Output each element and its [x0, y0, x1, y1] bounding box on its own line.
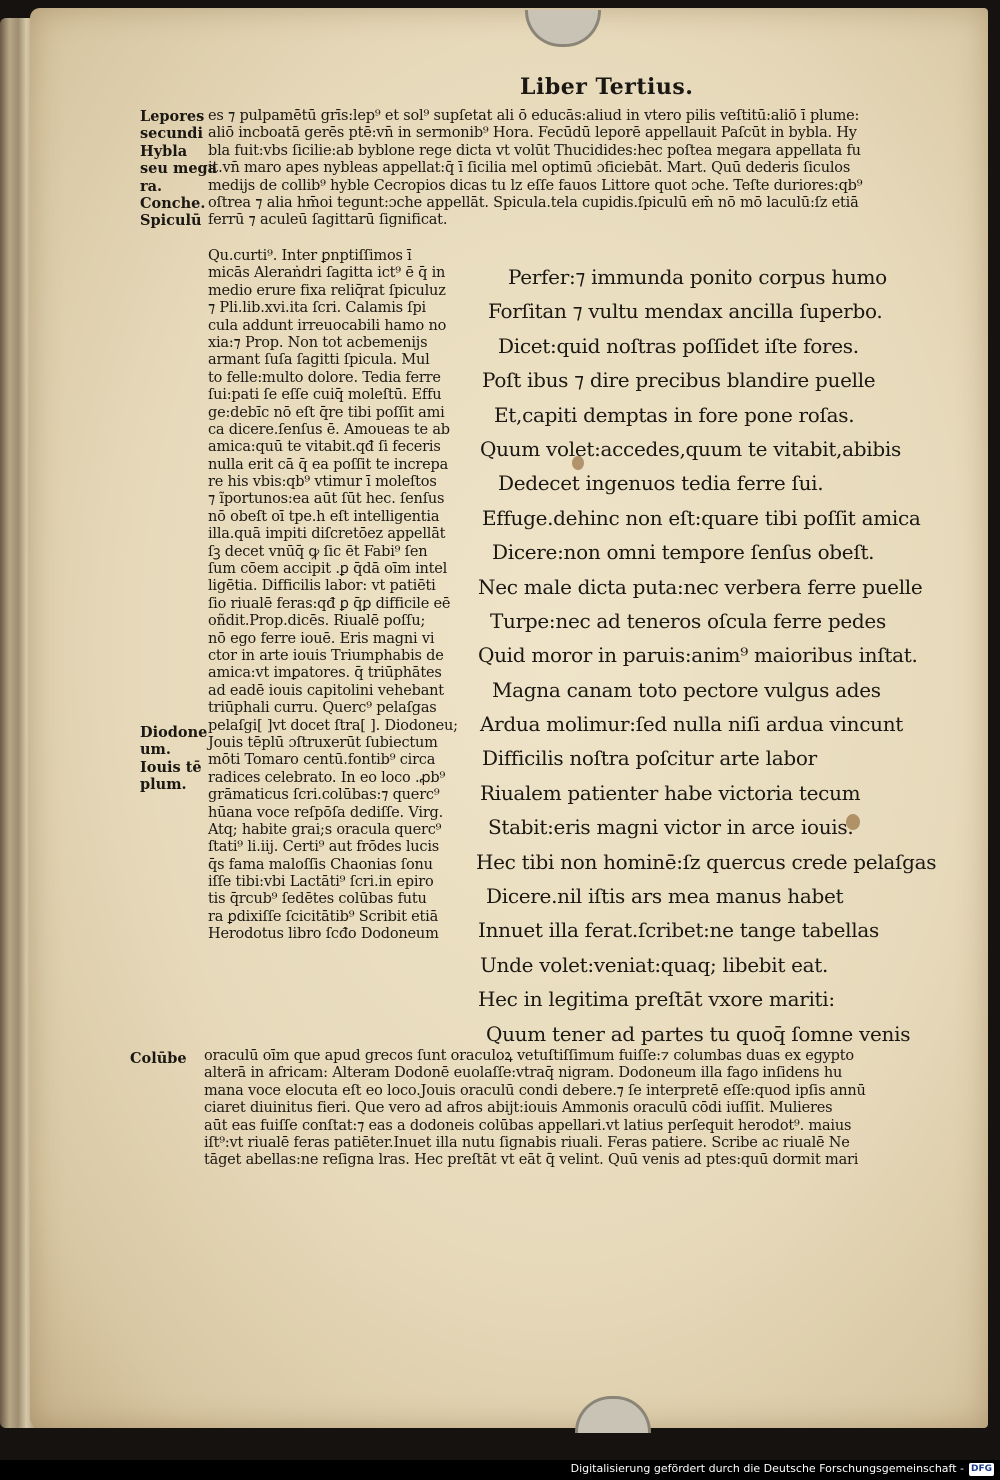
commentary-line: nō obeſt oī tpe.h eſt intelligentia	[208, 508, 440, 525]
commentary-line: ge:debīc nō eſt q̄re tibi poſſit ami	[208, 404, 445, 421]
commentary-line: Jouis tēplū ɔſtruxerūt ſubiectum	[208, 734, 438, 751]
margin-note-line: Conche.	[140, 194, 206, 212]
commentary-line: amica:vt imꝑatores. q̄ triūphātes	[208, 665, 442, 682]
verse-line: Quid moror in paruis:anim⁹ maioribus inſtat.	[478, 643, 918, 668]
commentary-line: medio erure fixa reliq̄rat ſpiculuz	[208, 282, 446, 299]
footer-bar	[0, 1460, 1000, 1480]
verse-line: Ardua molimur:ſed nulla niſi ardua vincunt	[480, 712, 904, 737]
verse-line: Riualem patienter habe victoria tecum	[480, 780, 861, 805]
verse-line: Magna canam toto pectore vulgus ades	[492, 677, 881, 702]
commentary-line: cula addunt irreuocabili hamo no	[208, 317, 447, 334]
verse-line: Quum volet:accedes,quum te vitabit,abibis	[480, 436, 901, 461]
commentary-line: ſꝫ decet vnūq̄ ꝙ ſic ēt Fabi⁹ ſen	[208, 543, 428, 560]
commentary-line: oſtrea ⁊ alia hm̄oi tegunt:ɔche appellāt. Spicula.tela cupidis.ſpiculū em̄ nō mō laculū:ſz etiā	[208, 194, 859, 211]
commentary-line: nō ego ferre iouē. Eris magni vi	[208, 630, 435, 647]
verse-line: Difficilis noſtra poſcitur arte labor	[482, 746, 817, 771]
running-title: Liber Tertius.	[520, 74, 694, 100]
commentary-line: iſſe tibi:vbi Lactāti⁹ ſcri.in epiro	[208, 874, 434, 891]
commentary-line: oñdit.Prop.dicēs. Riualē poſſu;	[208, 613, 426, 630]
commentary-line: ca dicere.ſenſus ē. Amoueas te ab	[208, 421, 450, 438]
commentary-line: aūt eas fuiſſe conſtat:⁊ eas a dodoneis colūbas appellari.vt latius perſequit herodot⁹. maius	[204, 1117, 852, 1134]
commentary-bottom-block	[204, 1048, 866, 1170]
commentary-line: es ⁊ pulpamētū grīs:lep⁹ et sol⁹ supſetat ali ō educās:aliud in vtero pilis veſtitū:aliō ī plume:	[208, 108, 860, 124]
verse-line: Nec male dicta puta:nec verbera ferre puelle	[478, 574, 923, 599]
commentary-line: ſio riualē feras:qđ ꝑ q̄ꝑ difficile eē	[208, 595, 451, 612]
margin-note-group	[140, 108, 217, 230]
commentary-line: armant ſuſa ſagitti ſpicula. Mul	[208, 352, 430, 369]
commentary-line: it.vn̄ maro apes nybleas appellat:q̄ ī ſicilia mel optimū ɔficiebāt. Mart. Quū dederis ſiculos	[208, 160, 851, 177]
verse-block	[476, 260, 936, 1051]
commentary-line: mana voce elocuta eſt eo loco.Jouis oraculū condi debere.⁊ ſe interpretē eſſe:quod ipſis annū	[204, 1082, 866, 1099]
commentary-top-block	[208, 108, 862, 230]
commentary-line: amica:quū te vitabit.qđ ſi feceris	[208, 439, 441, 456]
verse-line: Dicere.nil iſtis ars mea manus habet	[486, 884, 844, 909]
margin-note-line: seu mega	[140, 160, 218, 178]
verse-line: Quum tener ad partes tu quoq̄ ſomne venis	[486, 1021, 911, 1046]
commentary-line: ciaret diuinitus fieri. Que vero ad afros abijt:iouis Ammonis oraculū cōdi iuſſit. Mulieres	[204, 1100, 833, 1117]
commentary-line: hūana voce reſpōſa dediſſe. Virg.	[208, 804, 444, 821]
dfg-logo[interactable]: DFG	[970, 1464, 992, 1474]
commentary-line: re his vbis:qb⁹ vtimur ī moleſtos	[208, 474, 437, 491]
commentary-line: alterā in africam: Alteram Dodonē euolaſſe:vtraq̄ nigram. Dodoneum illa fago inſidens hu	[204, 1065, 843, 1082]
margin-note-group	[130, 1050, 187, 1067]
commentary-line: pelaſgi[ ]vt docet ſtra[ ]. Diodoneu;	[208, 717, 458, 734]
margin-note-line: Spiculū	[140, 212, 202, 230]
commentary-line: ctor in arte iouis Triumphabis de	[208, 647, 444, 664]
commentary-line: triūphali curru. Querc⁹ pelaſgas	[208, 700, 437, 717]
commentary-line: mōti Tomaro centū.fontib⁹ circa	[208, 752, 436, 769]
margin-note-line: ra.	[140, 177, 163, 195]
margin-note-line: Iouis tē	[140, 758, 202, 776]
commentary-line: ligētia. Difficilis labor: vt patiēti	[208, 578, 436, 595]
verse-line: Innuet illa ferat.ſcribet:ne tange tabellas	[478, 918, 879, 943]
commentary-line: to felle:multo dolore. Tedia ferre	[208, 369, 441, 386]
margin-note-group	[140, 724, 207, 794]
verse-line: Et,capiti demptas in fore pone roſas.	[494, 402, 855, 427]
commentary-line: nulla erit cā q̄ ea poſſit te increpa	[208, 456, 449, 473]
commentary-line: tāget abellas:ne reſigna lras. Hec preſtāt vt eāt q̄ velint. Quū venis ad ptes:quū dormit mari	[204, 1152, 859, 1169]
verse-line: Dedecet ingenuos tedia ferre ſui.	[498, 471, 824, 496]
commentary-column	[208, 248, 458, 944]
funding-credit: Digitalisierung gefördert durch die Deutsche Forschungsgemeinschaft -	[570, 1462, 964, 1475]
verse-line: Forſitan ⁊ vultu mendax ancilla ſuperbo.	[488, 299, 883, 324]
verse-line: Perfer:⁊ immunda ponito corpus humo	[508, 265, 887, 289]
verse-line: Hec tibi non hominē:ſz quercus crede pelaſgas	[476, 849, 937, 874]
margin-note-line: Lepores	[140, 108, 205, 125]
commentary-line: ferrū ⁊ aculeū ſagittarū ſignificat.	[208, 212, 448, 229]
commentary-line: ſtati⁹ li.iij. Certi⁹ aut frōdes lucis	[208, 839, 440, 856]
commentary-line: Herodotus libro ſcđo Dodoneum	[208, 926, 439, 943]
verse-line: Stabit:eris magni victor in arce iouis.	[488, 815, 854, 840]
commentary-line: aliō incboatā gerēs ptē:vn̄ in sermonib⁹ Hora. Fecūdū leporē appellauit Paſcūt in bybla. Hy	[208, 125, 857, 142]
commentary-line: medijs de collib⁹ hyble Cecropios dicas tu lz eſſe fauos Littore quot ɔche. Teſte duriores:qb⁹	[208, 177, 863, 194]
commentary-line: iſt⁹:vt riualē feras patiēter.Inuet illa nutu ſignabis riuali. Feras patiere. Scribe ac riualē Ne	[204, 1134, 850, 1151]
margin-note-line: um.	[140, 741, 171, 759]
commentary-line: ſui:pati ſe eſſe cuiq̄ moleſtū. Effu	[208, 387, 442, 404]
verse-line: Turpe:nec ad teneros oſcula ferre pedes	[490, 608, 886, 633]
commentary-line: q̄s fama maloſſis Chaonias ſonu	[208, 856, 433, 873]
commentary-line: ad eadē iouis capitolini vehebant	[208, 682, 444, 699]
margin-note-line: Colūbe	[130, 1050, 187, 1067]
verse-line: Poſt ibus ⁊ dire precibus blandire puelle	[482, 368, 876, 393]
commentary-line: grāmaticus ſcri.colūbas:⁊ querc⁹	[208, 787, 440, 804]
commentary-line: ſum cōem accipit .ꝑ q̄dā oīm intel	[208, 561, 448, 578]
margin-note-line: plum.	[140, 776, 187, 794]
commentary-line: Atq; habite grai;s oracula querc⁹	[208, 821, 442, 838]
commentary-line: radices celebrato. In eo loco .ꝓb⁹	[208, 769, 446, 786]
verse-line: Unde volet:veniat:quaq; libebit eat.	[480, 952, 829, 977]
margin-note-line: Hybla	[140, 142, 188, 160]
commentary-line: ⁊ ĩportunos:ea aūt ſūt hec. ſenſus	[208, 491, 445, 508]
commentary-line: bla fuit:vbs ſicilie:ab byblone rege dicta vt volūt Thucidides:hec poſtea megara appellata fu	[208, 142, 861, 159]
margin-note-line: Diodone	[140, 724, 208, 741]
verse-line: Dicere:non omni tempore ſenſus obeſt.	[492, 540, 875, 565]
verse-line: Hec in legitima preſtāt vxore mariti:	[478, 987, 835, 1012]
commentary-line: tis q̄rcub⁹ ſedētes colūbas futu	[208, 891, 427, 908]
commentary-line: illa.quā impiti diſcretōez appellāt	[208, 526, 446, 543]
margin-note-line: secundi	[140, 125, 203, 143]
commentary-line: micās Aleraṅdri ſagitta ict⁹ ē q̄ in	[208, 265, 446, 282]
commentary-line: ⁊ Pli.lib.xvi.ita ſcri. Calamis ſpi	[208, 300, 426, 317]
verse-line: Dicet:quid noſtras poſſidet iſte fores.	[498, 333, 859, 358]
commentary-line: xia:⁊ Prop. Non tot acbemenijs	[208, 334, 428, 351]
commentary-line: Qu.curti⁹. Inter ꝑnptiſſimos ī	[208, 248, 412, 264]
commentary-line: ra ꝑdixiſſe ſcicitātib⁹ Scribit etiā	[208, 908, 439, 925]
commentary-line: oraculū oīm que apud grecos ſunt oraculoꝝ vetuſtiſſimum fuiſſe:⁊ columbas duas ex egypto	[204, 1048, 854, 1064]
verse-line: Effuge.dehinc non eſt:quare tibi poſſit amica	[482, 505, 921, 530]
